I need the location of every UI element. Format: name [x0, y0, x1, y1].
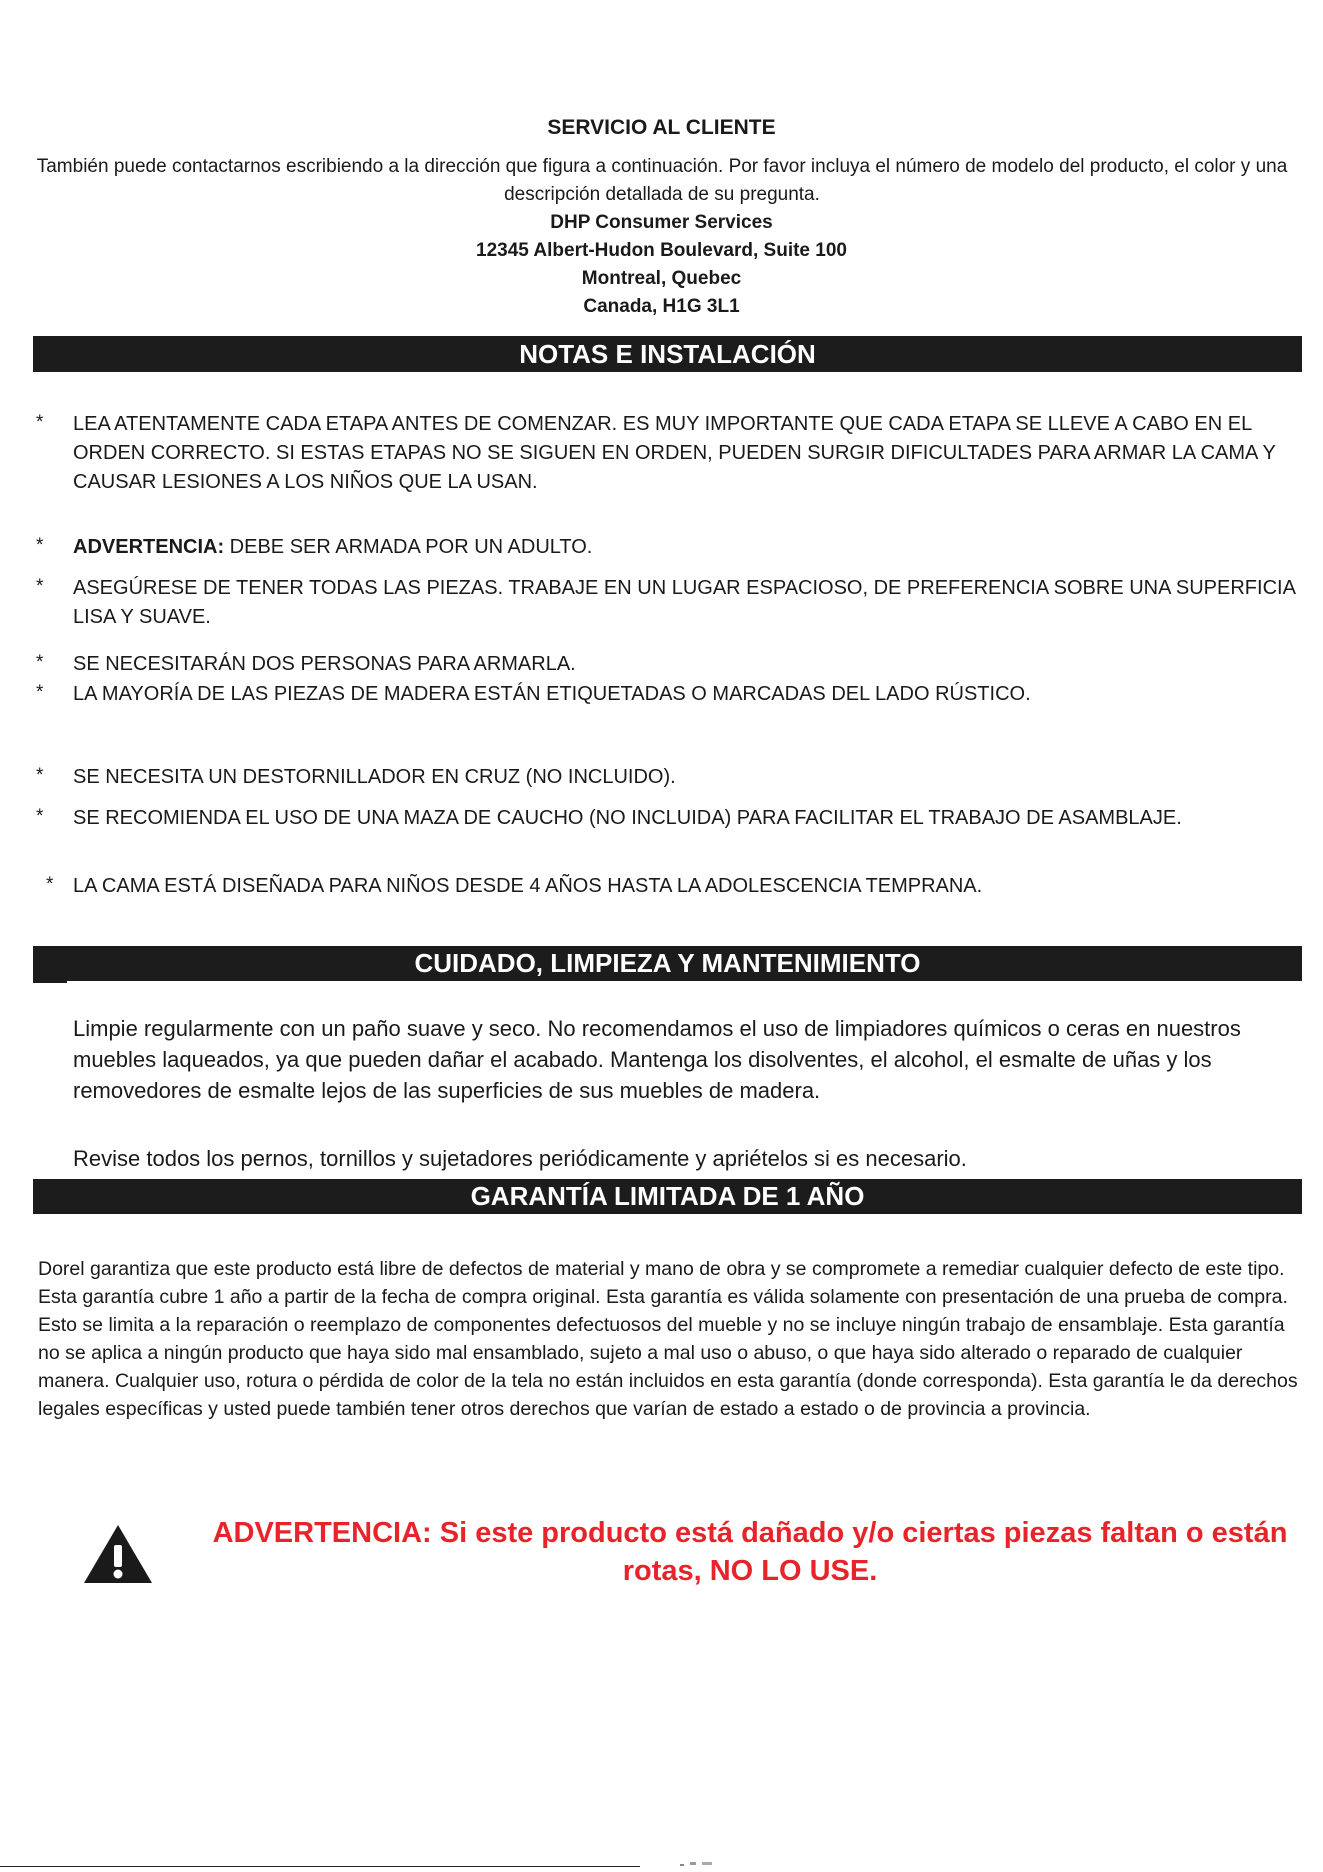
note-item: LA MAYORÍA DE LAS PIEZAS DE MADERA ESTÁN ETIQUETADAS O MARCADAS DEL LADO RÚSTICO.	[73, 683, 1031, 705]
care-paragraph: Revise todos los pernos, tornillos y sujetadores periódicamente y apriételos si es necesario.	[73, 1146, 967, 1171]
notes-heading: NOTAS E INSTALACIÓN	[519, 339, 816, 369]
address-line: Canada, H1G 3L1	[583, 296, 740, 317]
note-item: SE RECOMIENDA EL USO DE UNA MAZA DE CAUCHO (NO INCLUIDA) PARA FACILITAR EL TRABAJO DE ASAMBLAJE.	[73, 807, 1182, 829]
customer-service-intro: También puede contactarnos escribiendo a la dirección que figura a continuación. Por favor incluya el número de modelo del producto, el color y una descripción detallada de su pregunta.	[36, 156, 1288, 205]
note-item-warning	[73, 533, 1303, 562]
note-item: LEA ATENTAMENTE CADA ETAPA ANTES DE COMENZAR. ES MUY IMPORTANTE QUE CADA ETAPA SE LLEVE A CABO EN EL ORDEN CORRECTO. SI ESTAS ETAPAS NO SE SIGUEN EN ORDEN, PUEDEN SURGIR DIFICULTADES PARA ARMAR LA CAMA Y CAUSAR LESIONES A LOS NIÑOS QUE LA USAN.	[73, 413, 1276, 493]
address-line: Montreal, Quebec	[581, 268, 742, 289]
divider	[0, 1866, 640, 1867]
warranty-heading: GARANTÍA LIMITADA DE 1 AÑO	[470, 1181, 865, 1211]
note-warning-text: DEBE SER ARMADA POR UN ADULTO.	[224, 536, 593, 558]
care-paragraph: Limpie regularmente con un paño suave y seco. No recomendamos el uso de limpiadores químicos o ceras en nuestros muebles laqueados, ya que pueden dañar el acabado. Mantenga los disolventes, el alcohol, el esmalte de uñas y los removedores de esmalte lejos de las superficies de sus muebles de madera.	[73, 1016, 1241, 1103]
note-item: SE NECESITA UN DESTORNILLADOR EN CRUZ (NO INCLUIDO).	[73, 766, 676, 788]
bullet: *	[36, 412, 44, 433]
bullet: *	[36, 765, 44, 786]
note-item: SE NECESITARÁN DOS PERSONAS PARA ARMARLA.	[73, 653, 576, 675]
bullet: *	[36, 682, 44, 703]
warning-message: ADVERTENCIA: Si este producto está dañado y/o ciertas piezas faltan o están rotas, NO LO USE.	[212, 1517, 1288, 1587]
note-item: ASEGÚRESE DE TENER TODAS LAS PIEZAS. TRABAJE EN UN LUGAR ESPACIOSO, DE PREFERENCIA SOBRE UNA SUPERFICIA LISA Y SUAVE.	[73, 577, 1295, 628]
footer-marks	[680, 1861, 730, 1867]
address-line: 12345 Albert-Hudon Boulevard, Suite 100	[476, 240, 847, 261]
note-item: LA CAMA ESTÁ DISEÑADA PARA NIÑOS DESDE 4 AÑOS HASTA LA ADOLESCENCIA TEMPRANA.	[73, 875, 983, 897]
divider	[33, 981, 67, 983]
customer-service-title: SERVICIO AL CLIENTE	[547, 116, 776, 139]
warning-triangle-icon	[82, 1523, 154, 1585]
bullet: *	[36, 576, 44, 597]
address-line: DHP Consumer Services	[550, 212, 773, 233]
notes-heading-bar	[33, 336, 1302, 372]
warranty-heading-bar	[33, 1179, 1302, 1214]
care-heading: CUIDADO, LIMPIEZA Y MANTENIMIENTO	[414, 948, 921, 978]
care-heading-bar	[33, 946, 1302, 981]
note-warning-label: ADVERTENCIA:	[73, 536, 225, 558]
bullet: *	[46, 874, 54, 895]
bullet: *	[36, 652, 44, 673]
bullet: *	[36, 806, 44, 827]
warranty-text: Dorel garantiza que este producto está libre de defectos de material y mano de obra y se compromete a remediar cualquier defecto de este tipo. Esta garantía cubre 1 año a partir de la fecha de compra original. Esta garantía es válida solamente con presentación de una prueba de compra. Esto se limita a la reparación o reemplazo de componentes defectuosos del mueble y no se incluye ningún trabajo de ensamblaje. Esta garantía no se aplica a ningún producto que haya sido mal ensamblado, sujeto a mal uso o abuso, o que haya sido alterado o reparado de cualquier manera. Cualquier uso, rotura o pérdida de color de la tela no están incluidos en esta garantía (donde corresponda). Esta garantía le da derechos legales específicas y usted puede también tener otros derechos que varían de estado a estado o de provincia a provincia.	[38, 1258, 1298, 1420]
bullet: *	[36, 535, 44, 556]
